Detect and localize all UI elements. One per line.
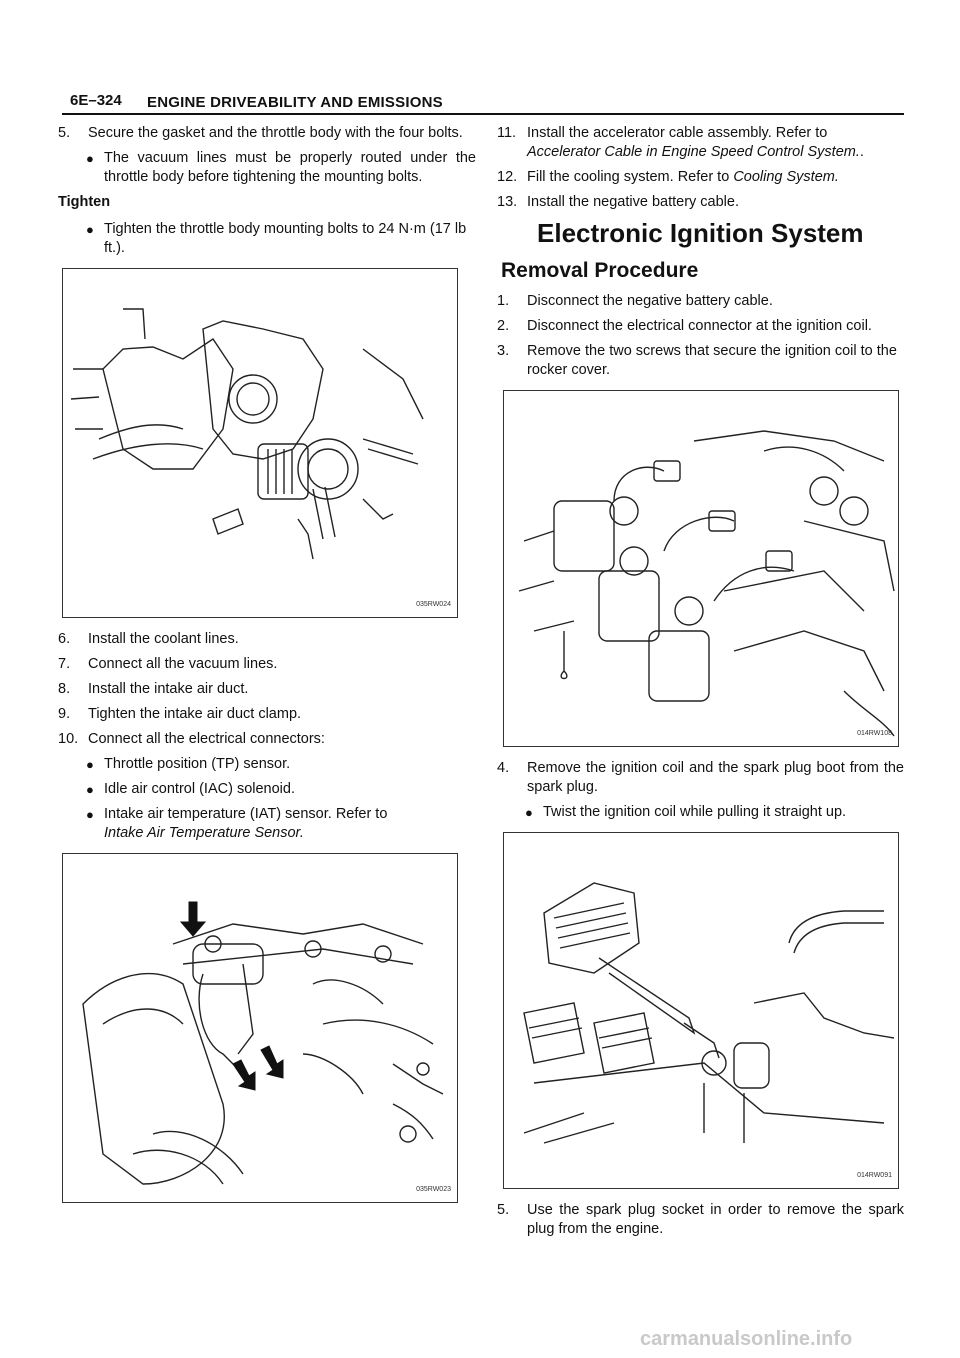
bullet-icon: ● <box>525 805 533 820</box>
step-11 <box>497 124 904 162</box>
bullet-iat-sensor <box>58 805 476 843</box>
step-text: Fill the cooling system. Refer to <box>527 169 730 185</box>
step-text: Remove the two screws that secure the ignition coil to the rocker cover. <box>527 343 897 378</box>
step-number: 3. <box>497 343 510 359</box>
step-number: 2. <box>497 318 510 334</box>
step-text: Install the accelerator cable assembly. Refer to <box>527 125 828 141</box>
step-10 <box>58 730 476 749</box>
figure-ignition-coils <box>503 390 899 747</box>
section-title: Electronic Ignition System <box>537 218 864 248</box>
step-5-left <box>58 124 476 143</box>
step-number: 6. <box>58 631 71 647</box>
bullet-iac-solenoid <box>58 780 476 799</box>
steps-6-10 <box>58 630 476 843</box>
cross-reference-link[interactable]: Accelerator Cable in Engine Speed Control System. <box>527 144 860 160</box>
step-text: Install the coolant lines. <box>88 631 239 647</box>
bullet-text: Intake air temperature (IAT) sensor. Refer to <box>104 806 388 822</box>
header-rule <box>62 113 904 115</box>
coil-removal-illustration <box>504 833 898 1188</box>
step-text: Use the spark plug socket in order to remove the spark plug from the engine. <box>527 1202 904 1237</box>
step-number: 10. <box>58 731 79 747</box>
bullet-icon: ● <box>86 757 94 772</box>
bullet-icon: ● <box>86 222 94 237</box>
step-9 <box>58 705 476 724</box>
step-text: Install the intake air duct. <box>88 681 249 697</box>
figure-coil-removal <box>503 832 899 1189</box>
step-number: 12. <box>497 169 518 185</box>
step-number: 8. <box>58 681 71 697</box>
figure-throttle-body <box>62 268 458 618</box>
bullet-vacuum-lines <box>58 149 476 187</box>
section-header-title: ENGINE DRIVEABILITY AND EMISSIONS <box>147 94 443 111</box>
step-text: Connect all the electrical connectors: <box>88 731 325 747</box>
bullet-icon: ● <box>86 151 94 166</box>
step-8 <box>58 680 476 699</box>
ignition-coils-illustration <box>504 391 898 746</box>
page-number: 6E–324 <box>70 92 122 109</box>
figure-id: 014RW108 <box>857 730 892 737</box>
subsection-title: Removal Procedure <box>501 259 699 282</box>
step-number: 7. <box>58 656 71 672</box>
figure-id: 014RW091 <box>857 1172 892 1179</box>
connectors-illustration <box>63 854 457 1202</box>
step-text: Disconnect the electrical connector at the ignition coil. <box>527 318 872 334</box>
step-number: 9. <box>58 706 71 722</box>
step-text: Remove the ignition coil and the spark plug boot from the spark plug. <box>527 760 904 795</box>
removal-step-2 <box>497 317 904 336</box>
bullet-torque <box>58 220 476 258</box>
step-text-tail: . <box>859 144 864 160</box>
step-number: 5. <box>58 125 71 141</box>
step-7 <box>58 655 476 674</box>
step-number: 5. <box>497 1202 510 1218</box>
step-text: Disconnect the negative battery cable. <box>527 293 773 309</box>
step-number: 11. <box>497 125 517 141</box>
throttle-body-illustration <box>63 269 457 617</box>
bullet-icon: ● <box>86 782 94 797</box>
removal-step-3 <box>497 342 904 380</box>
bullet-text: Tighten the throttle body mounting bolts to 24 N·m (17 lb ft.). <box>104 221 467 256</box>
step-text: Connect all the vacuum lines. <box>88 656 278 672</box>
bullet-text: The vacuum lines must be properly routed under the throttle body before tightening the mounting bolts. <box>104 150 476 185</box>
bullet-icon: ● <box>86 807 94 822</box>
removal-step-4 <box>497 759 904 797</box>
step-number: 4. <box>497 760 510 776</box>
step-12 <box>497 168 904 187</box>
left-column <box>58 124 476 1215</box>
figure-id: 035RW024 <box>416 601 451 608</box>
tighten-label: Tighten <box>58 194 111 210</box>
figure-id: 035RW023 <box>416 1186 451 1193</box>
bullet-text: Twist the ignition coil while pulling it straight up. <box>543 804 847 820</box>
bullet-text: Throttle position (TP) sensor. <box>104 756 291 772</box>
bullet-text: Idle air control (IAC) solenoid. <box>104 781 295 797</box>
step-13 <box>497 193 904 212</box>
step-number: 1. <box>497 293 510 309</box>
figure-electrical-connectors <box>62 853 458 1203</box>
bullet-tp-sensor <box>58 755 476 774</box>
cross-reference-link[interactable]: Cooling System. <box>733 169 839 185</box>
bullet-twist-coil <box>497 803 904 822</box>
cross-reference-link[interactable]: Intake Air Temperature Sensor. <box>104 825 304 841</box>
step-text: Secure the gasket and the throttle body with the four bolts. <box>88 125 463 141</box>
footer-watermark: carmanualsonline.info <box>640 1328 853 1350</box>
removal-step-5 <box>497 1201 904 1239</box>
step-number: 13. <box>497 194 518 210</box>
step-6 <box>58 630 476 649</box>
removal-step-1 <box>497 292 904 311</box>
right-column <box>497 124 904 1245</box>
step-text: Tighten the intake air duct clamp. <box>88 706 302 722</box>
step-text: Install the negative battery cable. <box>527 194 739 210</box>
